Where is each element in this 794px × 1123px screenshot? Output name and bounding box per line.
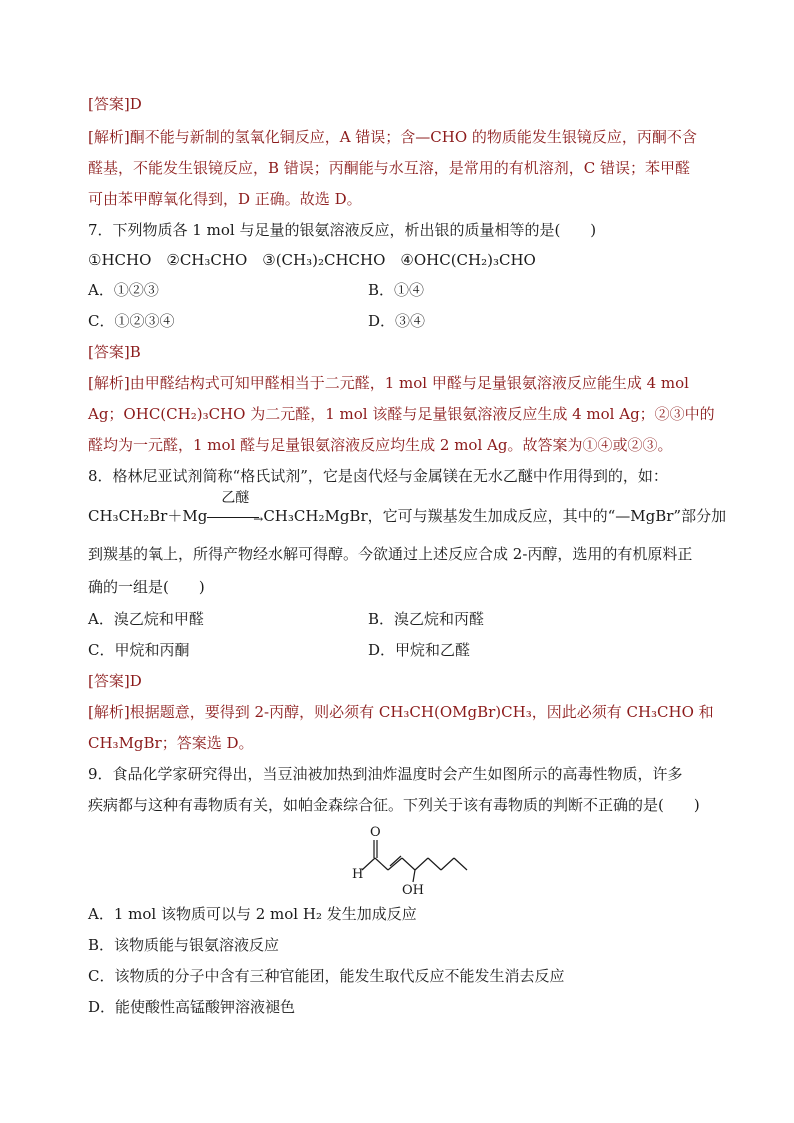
q8-answer: [答案]D (88, 672, 142, 690)
q9-stem-line-1: 9．食品化学家研究得出，当豆油被加热到油炸温度时会产生如图所示的高毒性物质，许多 (88, 765, 683, 783)
q9-option-c: C．该物质的分子中含有三种官能团，能发生取代反应不能发生消去反应 (88, 967, 565, 985)
q7-stem: 7．下列物质各 1 mol 与足量的银氨溶液反应，析出银的质量相等的是( ) (88, 221, 597, 239)
q8-stem-line-4: 确的一组是( ) (88, 578, 205, 596)
structure-bond (428, 858, 441, 870)
q8-option-d: D．甲烷和乙醛 (368, 641, 471, 659)
q9-stem-line-2: 疾病都与这种有毒物质有关，如帕金森综合征。下列关于该有毒物质的判断不正确的是( ) (88, 796, 700, 814)
q8-analysis-line-2: CH₃MgBr；答案选 D。 (88, 734, 254, 752)
q8-equation-reactants: CH₃CH₂Br＋Mg (88, 507, 208, 525)
q7-option-b: B．①④ (368, 281, 425, 299)
structure-bond (454, 858, 467, 870)
structure-bond (413, 870, 415, 882)
q8-analysis-line-1: [解析]根据题意，要得到 2-丙醇，则必须有 CH₃CH(OMgBr)CH₃，因此必须有 CH₃CHO 和 (88, 703, 714, 721)
q8-reaction-arrow (207, 490, 264, 526)
q7-answer: [答案]B (88, 343, 141, 361)
q8-option-c: C．甲烷和丙酮 (88, 641, 190, 659)
q8-option-a: A．溴乙烷和甲醛 (88, 610, 204, 628)
q9-option-a: A．1 mol 该物质可以与 2 mol H₂ 发生加成反应 (88, 905, 417, 923)
q7-option-d: D．③④ (368, 312, 426, 330)
q8-equation-product: CH₃CH₂MgBr，它可与羰基发生加成反应，其中的“—MgBr”部分加 (263, 507, 727, 525)
q6-analysis-line-2: 醛基，不能发生银镜反应，B 错误；丙酮能与水互溶，是常用的有机溶剂，C 错误；苯甲醛 (88, 159, 691, 177)
q8-stem-line-3: 到羰基的氧上，所得产物经水解可得醇。今欲通过上述反应合成 2-丙醇，选用的有机原料正 (88, 545, 693, 563)
q7-analysis-line-2: Ag；OHC(CH₂)₃CHO 为二元醛，1 mol 该醛与足量银氨溶液反应生成 4 mol Ag；②③中的 (88, 405, 715, 423)
q9-option-d: D．能使酸性高锰酸钾溶液褪色 (88, 998, 296, 1016)
q8-option-b: B．溴乙烷和丙醛 (368, 610, 485, 628)
q6-answer: [答案]D (88, 95, 142, 113)
structure-bond (415, 858, 428, 870)
q7-option-c: C．①②③④ (88, 312, 175, 330)
structure-bond (441, 858, 454, 870)
structure-group-oh: OH (402, 883, 424, 898)
q9-structure-diagram (340, 820, 480, 900)
q7-analysis-line-1: [解析]由甲醛结构式可知甲醛相当于二元醛，1 mol 甲醛与足量银氨溶液反应能生成 4 mol (88, 374, 689, 392)
q7-option-a: A．①②③ (88, 281, 159, 299)
structure-bond (402, 858, 415, 870)
q8-stem-line-1: 8．格林尼亚试剂简称“格氏试剂”，它是卤代烃与金属镁在无水乙醚中作用得到的，如： (88, 467, 668, 485)
structure-bond (375, 858, 388, 870)
structure-atom-o: O (370, 825, 381, 840)
q7-substances: ①HCHO ②CH₃CHO ③(CH₃)₂CHCHO ④OHC(CH₂)₃CHO (88, 251, 536, 269)
q6-analysis-line-1: [解析]酮不能与新制的氢氧化铜反应，A 错误；含—CHO 的物质能发生银镜反应，丙酮不含 (88, 128, 697, 146)
q8-equation (88, 490, 727, 526)
arrow-right-icon: → (253, 512, 264, 526)
q7-analysis-line-3: 醛均为一元醛，1 mol 醛与足量银氨溶液反应均生成 2 mol Ag。故答案为①④或②③。 (88, 436, 673, 454)
q8-reaction-condition: 乙醚 (221, 490, 250, 506)
structure-atom-h: H (352, 867, 364, 882)
q6-analysis-line-3: 可由苯甲醇氧化得到，D 正确。故选 D。 (88, 190, 362, 208)
structure-bond (388, 858, 402, 870)
q9-option-b: B．该物质能与银氨溶液反应 (88, 936, 280, 954)
structure-bond (362, 858, 375, 870)
